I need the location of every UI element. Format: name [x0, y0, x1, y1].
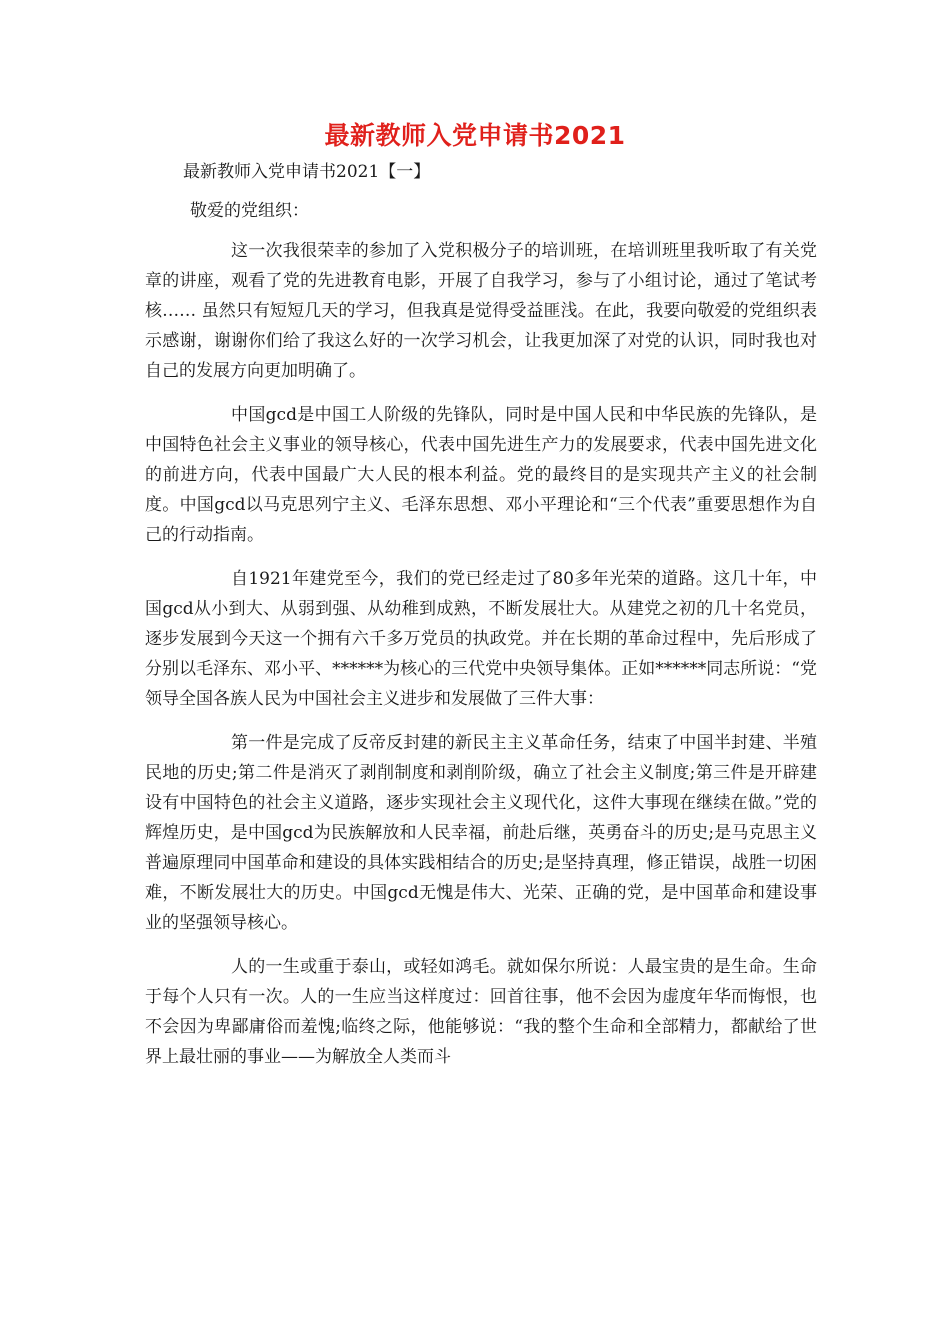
paragraph-5: 人的一生或重于泰山，或轻如鸿毛。就如保尔所说：人最宝贵的是生命。生命于每个人只有一次。人的一生应当这样度过：回首往事，他不会因为虚度年华而悔恨，也不会因为卑鄙庸俗而羞愧;临终之际，他能够说：“我的整个生命和全部精力，都献给了世界上最壮丽的事业——为解放全人类而斗 [145, 957, 817, 1067]
paragraph-2: 中国gcd是中国工人阶级的先锋队，同时是中国人民和中华民族的先锋队，是中国特色社会主义事业的领导核心，代表中国先进生产力的发展要求，代表中国先进文化的前进方向，代表中国最广大人民的根本利益。党的最终目的是实现共产主义的社会制度。中国gcd以马克思列宁主义、毛泽东思想、邓小平理论和“三个代表”重要思想作为自己的行动指南。 [145, 405, 817, 545]
document-subtitle: 最新教师入党申请书2021【一】 [183, 162, 431, 182]
document-body [145, 236, 817, 1086]
paragraph-1: 这一次我很荣幸的参加了入党积极分子的培训班，在培训班里我听取了有关党章的讲座，观看了党的先进教育电影，开展了自我学习，参与了小组讨论，通过了笔试考核…… 虽然只有短短几天的学习，但我真是觉得受益匪浅。在此，我要向敬爱的党组织表示感谢，谢谢你们给了我这么好的一次学习机会，让我更加深了对党的认识，同时我也对自己的发展方向更加明确了。 [145, 241, 817, 381]
salutation: 敬爱的党组织： [190, 201, 309, 221]
document-title: 最新教师入党申请书2021 [324, 121, 626, 150]
paragraph-3: 自1921年建党至今，我们的党已经走过了80多年光荣的道路。这几十年，中国gcd从小到大、从弱到强、从幼稚到成熟，不断发展壮大。从建党之初的几十名党员，逐步发展到今天这一个拥有六千多万党员的执政党。并在长期的革命过程中，先后形成了分别以毛泽东、邓小平、******为核心的三代党中央领导集体。正如******同志所说：“党领导全国各族人民为中国社会主义进步和发展做了三件大事： [145, 569, 817, 709]
paragraph-4: 第一件是完成了反帝反封建的新民主主义革命任务，结束了中国半封建、半殖民地的历史;第二件是消灭了剥削制度和剥削阶级，确立了社会主义制度;第三件是开辟建设有中国特色的社会主义道路，逐步实现社会主义现代化，这件大事现在继续在做。”党的辉煌历史，是中国gcd为民族解放和人民幸福，前赴后继，英勇奋斗的历史;是马克思主义普遍原理同中国革命和建设的具体实践相结合的历史;是坚持真理，修正错误，战胜一切困难，不断发展壮大的历史。中国gcd无愧是伟大、光荣、正确的党，是中国革命和建设事业的坚强领导核心。 [145, 733, 817, 933]
